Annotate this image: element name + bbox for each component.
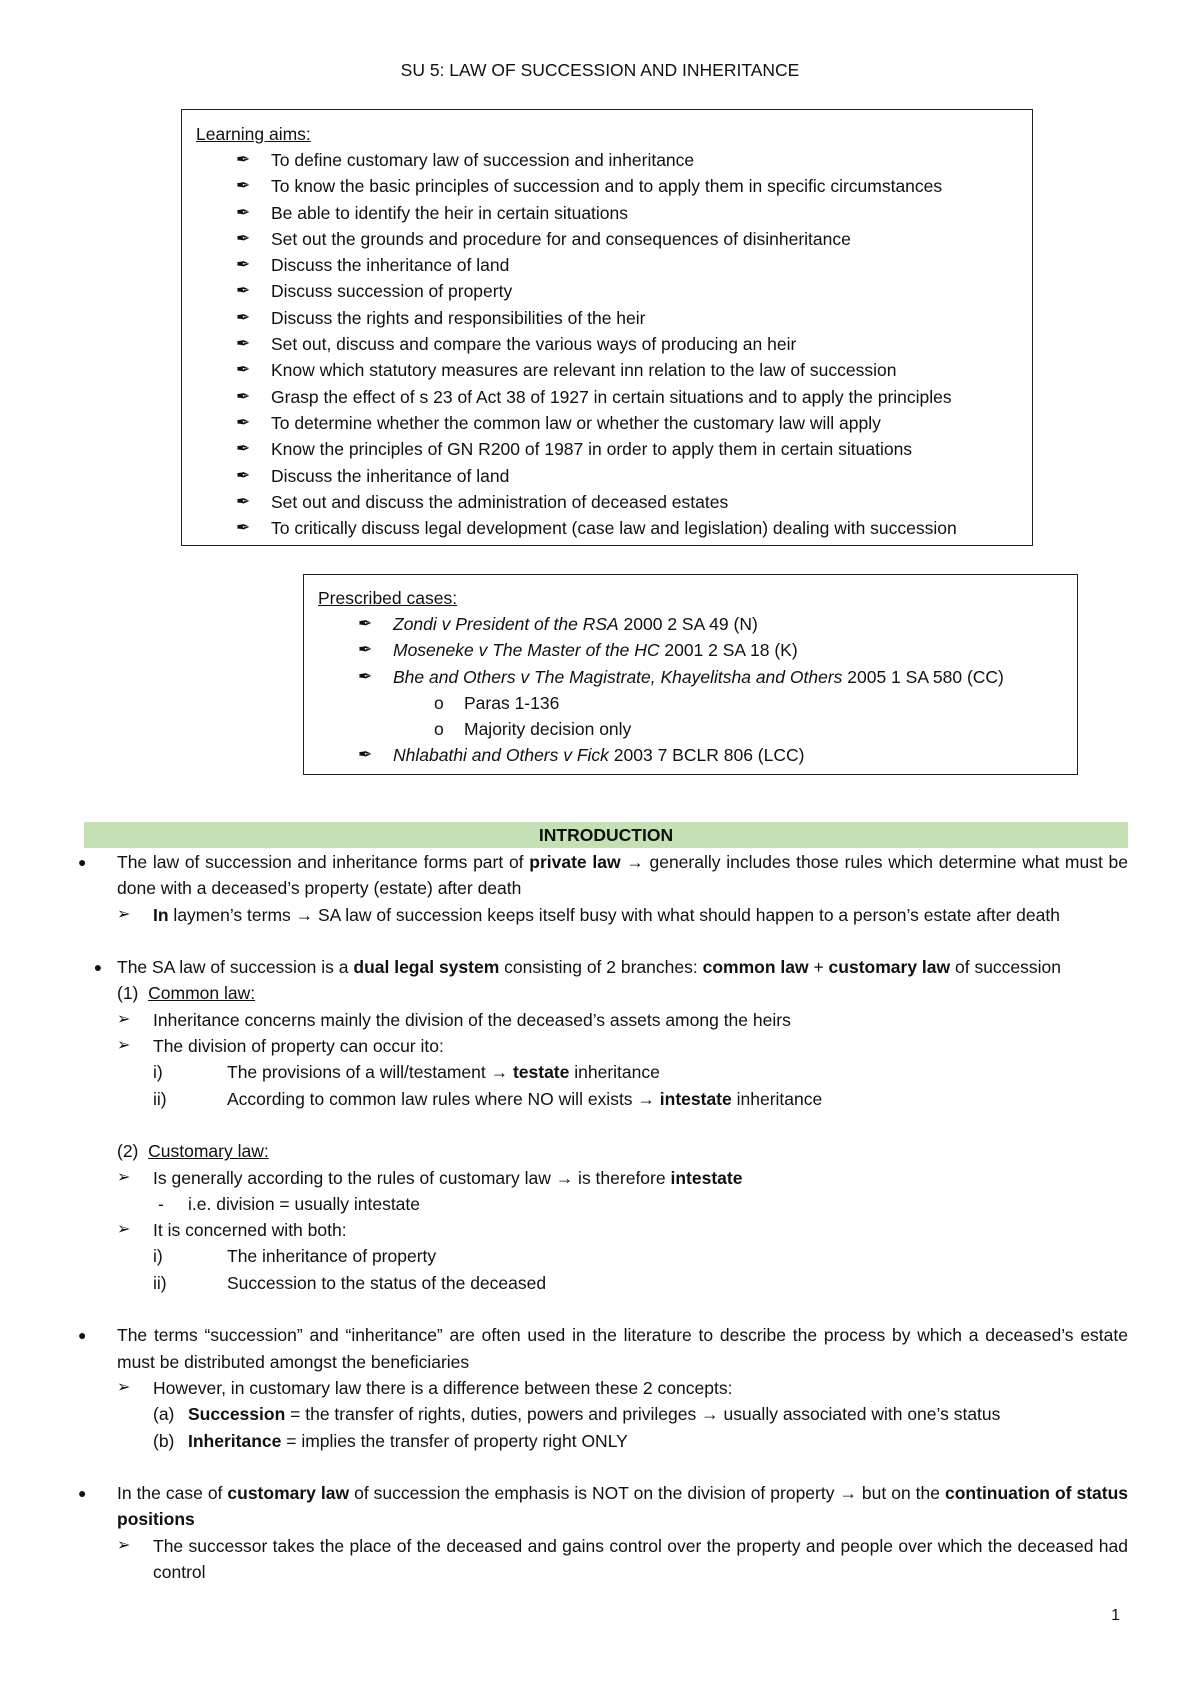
page-title: SU 5: LAW OF SUCCESSION AND INHERITANCE [400, 60, 800, 80]
text: consisting of 2 branches: [499, 957, 703, 978]
learning-aim-item [196, 226, 1018, 252]
case-citation: 2003 7 BCLR 806 (LCC) [608, 745, 805, 766]
bold-term: Succession [188, 1404, 286, 1425]
dash-bullet: - [158, 1193, 164, 1214]
bold-term: customary law [828, 957, 951, 978]
learning-aim-item [196, 463, 1018, 489]
arrowhead-bullet-icon: ➢ [117, 1010, 131, 1028]
text: + [808, 957, 829, 978]
circle-bullet-icon: o [434, 719, 444, 740]
case-citation: 2001 2 SA 18 (K) [659, 640, 798, 661]
bullet-paragraph [78, 1322, 1128, 1375]
arrowhead-bullet-icon: ➢ [117, 1221, 131, 1239]
learning-aim-item [196, 515, 1018, 541]
learning-aims-heading: Learning aims: [196, 124, 311, 144]
section-label [78, 980, 1128, 1006]
bold-term: Inheritance [188, 1430, 282, 1451]
section-label [78, 1138, 1128, 1164]
text: i.e. division = usually intestate [188, 1193, 421, 1214]
case-name: Nhlabathi and Others v Fick [393, 745, 609, 766]
item-letter: (b) [153, 1430, 175, 1451]
case-citation: 2005 1 SA 580 (CC) [842, 666, 1004, 687]
arrowhead-bullet-icon: ➢ [117, 905, 131, 923]
pen-icon: ✒ [358, 745, 373, 765]
section-title: Customary law: [148, 1141, 269, 1162]
case-item [318, 664, 1063, 690]
pen-icon: ✒ [358, 640, 373, 660]
dash-item [78, 1191, 1128, 1217]
bold-term: customary law [227, 1483, 350, 1504]
arrow-item [78, 902, 1128, 928]
text: The division of property can occur ito: [153, 1036, 444, 1057]
learning-aim-item [196, 252, 1018, 278]
lettered-item [78, 1428, 1128, 1454]
circle-bullet-icon: o [434, 692, 444, 713]
text: The provisions of a will/testament → [227, 1062, 513, 1083]
case-name: Bhe and Others v The Magistrate, Khayelitsha and Others [393, 666, 843, 687]
arrow-item [78, 1375, 1128, 1401]
learning-aim-item [196, 278, 1018, 304]
item-number: i) [153, 1062, 163, 1083]
learning-aim-text: To critically discuss legal development (case law and legislation) dealing with succession [271, 518, 957, 539]
pen-icon: ✒ [236, 491, 251, 511]
learning-aim-item [196, 436, 1018, 462]
learning-aim-text: To know the basic principles of succession and to apply them in specific circumstances [271, 176, 943, 197]
bold-term: continuation of status positions [117, 1483, 1129, 1530]
learning-aim-item [196, 200, 1018, 226]
bold-term: testate [512, 1062, 570, 1083]
section-number: (2) [117, 1141, 139, 1162]
case-sub-item [318, 716, 1063, 742]
numbered-item [78, 1059, 1128, 1085]
prescribed-cases-box [303, 574, 1078, 775]
prescribed-cases-list-cont [318, 742, 1063, 768]
learning-aim-text: Know which statutory measures are relevant inn relation to the law of succession [271, 360, 897, 381]
numbered-item [78, 1086, 1128, 1112]
arrowhead-bullet-icon: ➢ [117, 1037, 131, 1055]
text: Is generally according to the rules of customary law → is therefore [153, 1167, 671, 1188]
text: = the transfer of rights, duties, powers and privileges → usually associated with one’s status [285, 1404, 1001, 1425]
pen-icon: ✒ [236, 412, 251, 432]
arrowhead-bullet-icon: ➢ [117, 1168, 131, 1186]
pen-icon: ✒ [236, 334, 251, 354]
case-sub-item [318, 690, 1063, 716]
learning-aim-text: To determine whether the common law or whether the customary law will apply [271, 412, 881, 433]
lettered-item [78, 1401, 1128, 1427]
bullet-paragraph [78, 849, 1128, 902]
pen-icon: ✒ [236, 281, 251, 301]
learning-aim-text: Know the principles of GN R200 of 1987 in order to apply them in certain situations [271, 439, 913, 460]
text: Inheritance concerns mainly the division of the deceased’s assets among the heirs [153, 1009, 791, 1030]
learning-aim-item [196, 384, 1018, 410]
learning-aim-text: Discuss succession of property [271, 281, 513, 302]
pen-icon: ✒ [358, 614, 373, 633]
item-number: ii) [153, 1088, 167, 1109]
bold-term: private law [529, 852, 621, 872]
introduction-body [78, 849, 1128, 1585]
learning-aim-item [196, 331, 1018, 357]
arrow-item [78, 1533, 1128, 1586]
bullet-icon: ● [78, 1485, 87, 1502]
text: However, in customary law there is a difference between these 2 concepts: [153, 1377, 733, 1398]
learning-aim-item [196, 147, 1018, 173]
case-name: Moseneke v The Master of the HC [393, 640, 660, 661]
bullet-icon: ● [93, 959, 103, 976]
learning-aim-text: Set out, discuss and compare the various ways of producing an heir [271, 334, 797, 355]
text: The successor takes the place of the deceased and gains control over the property and people over which the deceased had control [153, 1535, 1128, 1583]
pen-icon: ✒ [236, 176, 251, 196]
page-number: 1 [1111, 1607, 1120, 1624]
learning-aim-item [196, 173, 1018, 199]
case-item [318, 611, 1063, 637]
text: Succession to the status of the deceased [227, 1272, 547, 1293]
item-number: i) [153, 1246, 163, 1267]
learning-aim-item [196, 357, 1018, 383]
arrowhead-bullet-icon: ➢ [117, 1536, 131, 1554]
case-sub-text: Paras 1-136 [464, 692, 560, 713]
pen-icon: ✒ [236, 386, 251, 406]
pen-icon: ✒ [236, 518, 251, 538]
learning-aims-box [181, 109, 1033, 546]
arrow-item [78, 1217, 1128, 1243]
bold-term: intestate [659, 1088, 732, 1109]
prescribed-cases-heading: Prescribed cases: [318, 588, 458, 608]
bold-term: dual legal system [353, 957, 500, 978]
numbered-item [78, 1243, 1128, 1269]
bold-term: In [153, 904, 169, 925]
section-title: Common law: [148, 983, 256, 1004]
pen-icon: ✒ [236, 307, 251, 327]
text: inheritance [731, 1088, 823, 1109]
text: of succession the emphasis is NOT on the division of property → but on the [349, 1483, 945, 1504]
text: → generally includes those rules which determine what must be done with a deceased’s property (estate) after death [117, 852, 1128, 899]
pen-icon: ✒ [236, 255, 251, 275]
pen-icon: ✒ [236, 202, 251, 222]
learning-aim-text: To define customary law of succession and inheritance [271, 150, 695, 170]
learning-aims-list [196, 147, 1018, 541]
bullet-icon: ● [78, 1327, 87, 1344]
arrowhead-bullet-icon: ➢ [117, 1378, 131, 1396]
pen-icon: ✒ [236, 228, 251, 248]
learning-aim-text: Be able to identify the heir in certain situations [271, 202, 629, 223]
learning-aim-text: Set out and discuss the administration of deceased estates [271, 491, 729, 512]
learning-aim-item [196, 305, 1018, 331]
bold-term: intestate [670, 1167, 743, 1188]
item-number: ii) [153, 1272, 167, 1293]
text: According to common law rules where NO will exists → [227, 1088, 660, 1109]
case-item [318, 637, 1063, 663]
pen-icon: ✒ [236, 150, 251, 169]
arrow-item [78, 1165, 1128, 1191]
arrow-item [78, 1033, 1128, 1059]
prescribed-cases-list [318, 611, 1063, 690]
numbered-item [78, 1270, 1128, 1296]
bullet-icon: ● [78, 854, 87, 870]
case-citation: 2000 2 SA 49 (N) [618, 614, 758, 634]
bullet-paragraph [78, 954, 1128, 980]
pen-icon: ✒ [236, 360, 251, 380]
learning-aim-item [196, 489, 1018, 515]
case-sublist [318, 690, 1063, 743]
case-name: Zondi v President of the RSA [393, 614, 619, 634]
text: The inheritance of property [227, 1246, 437, 1267]
text: The law of succession and inheritance forms part of [117, 852, 530, 872]
text: of succession [950, 957, 1062, 978]
introduction-heading: INTRODUCTION [84, 822, 1128, 848]
text: inheritance [569, 1062, 660, 1083]
pen-icon: ✒ [236, 465, 251, 485]
learning-aim-text: Grasp the effect of s 23 of Act 38 of 1927 in certain situations and to apply the principles [271, 386, 952, 407]
pen-icon: ✒ [358, 666, 373, 686]
pen-icon: ✒ [236, 439, 251, 459]
text: It is concerned with both: [153, 1220, 347, 1241]
case-item [318, 742, 1063, 768]
learning-aim-text: Discuss the rights and responsibilities of the heir [271, 307, 646, 328]
bold-term: common law [702, 957, 809, 978]
learning-aim-text: Discuss the inheritance of land [271, 255, 510, 276]
bullet-paragraph [78, 1480, 1128, 1533]
learning-aim-item [196, 410, 1018, 436]
arrow-item [78, 1007, 1128, 1033]
item-letter: (a) [153, 1404, 175, 1425]
learning-aim-text: Discuss the inheritance of land [271, 465, 510, 486]
text: laymen’s terms → SA law of succession keeps itself busy with what should happen to a person’s estate after death [168, 904, 1060, 925]
case-sub-text: Majority decision only [464, 719, 632, 740]
section-number: (1) [117, 983, 139, 1004]
learning-aim-text: Set out the grounds and procedure for and consequences of disinheritance [271, 228, 851, 249]
text: The SA law of succession is a [117, 957, 354, 978]
text: The terms “succession” and “inheritance” are often used in the literature to describe the process by which a deceased’s estate must be distributed amongst the beneficiaries [117, 1325, 1128, 1372]
text: In the case of [117, 1483, 228, 1504]
text: = implies the transfer of property right ONLY [281, 1430, 628, 1451]
